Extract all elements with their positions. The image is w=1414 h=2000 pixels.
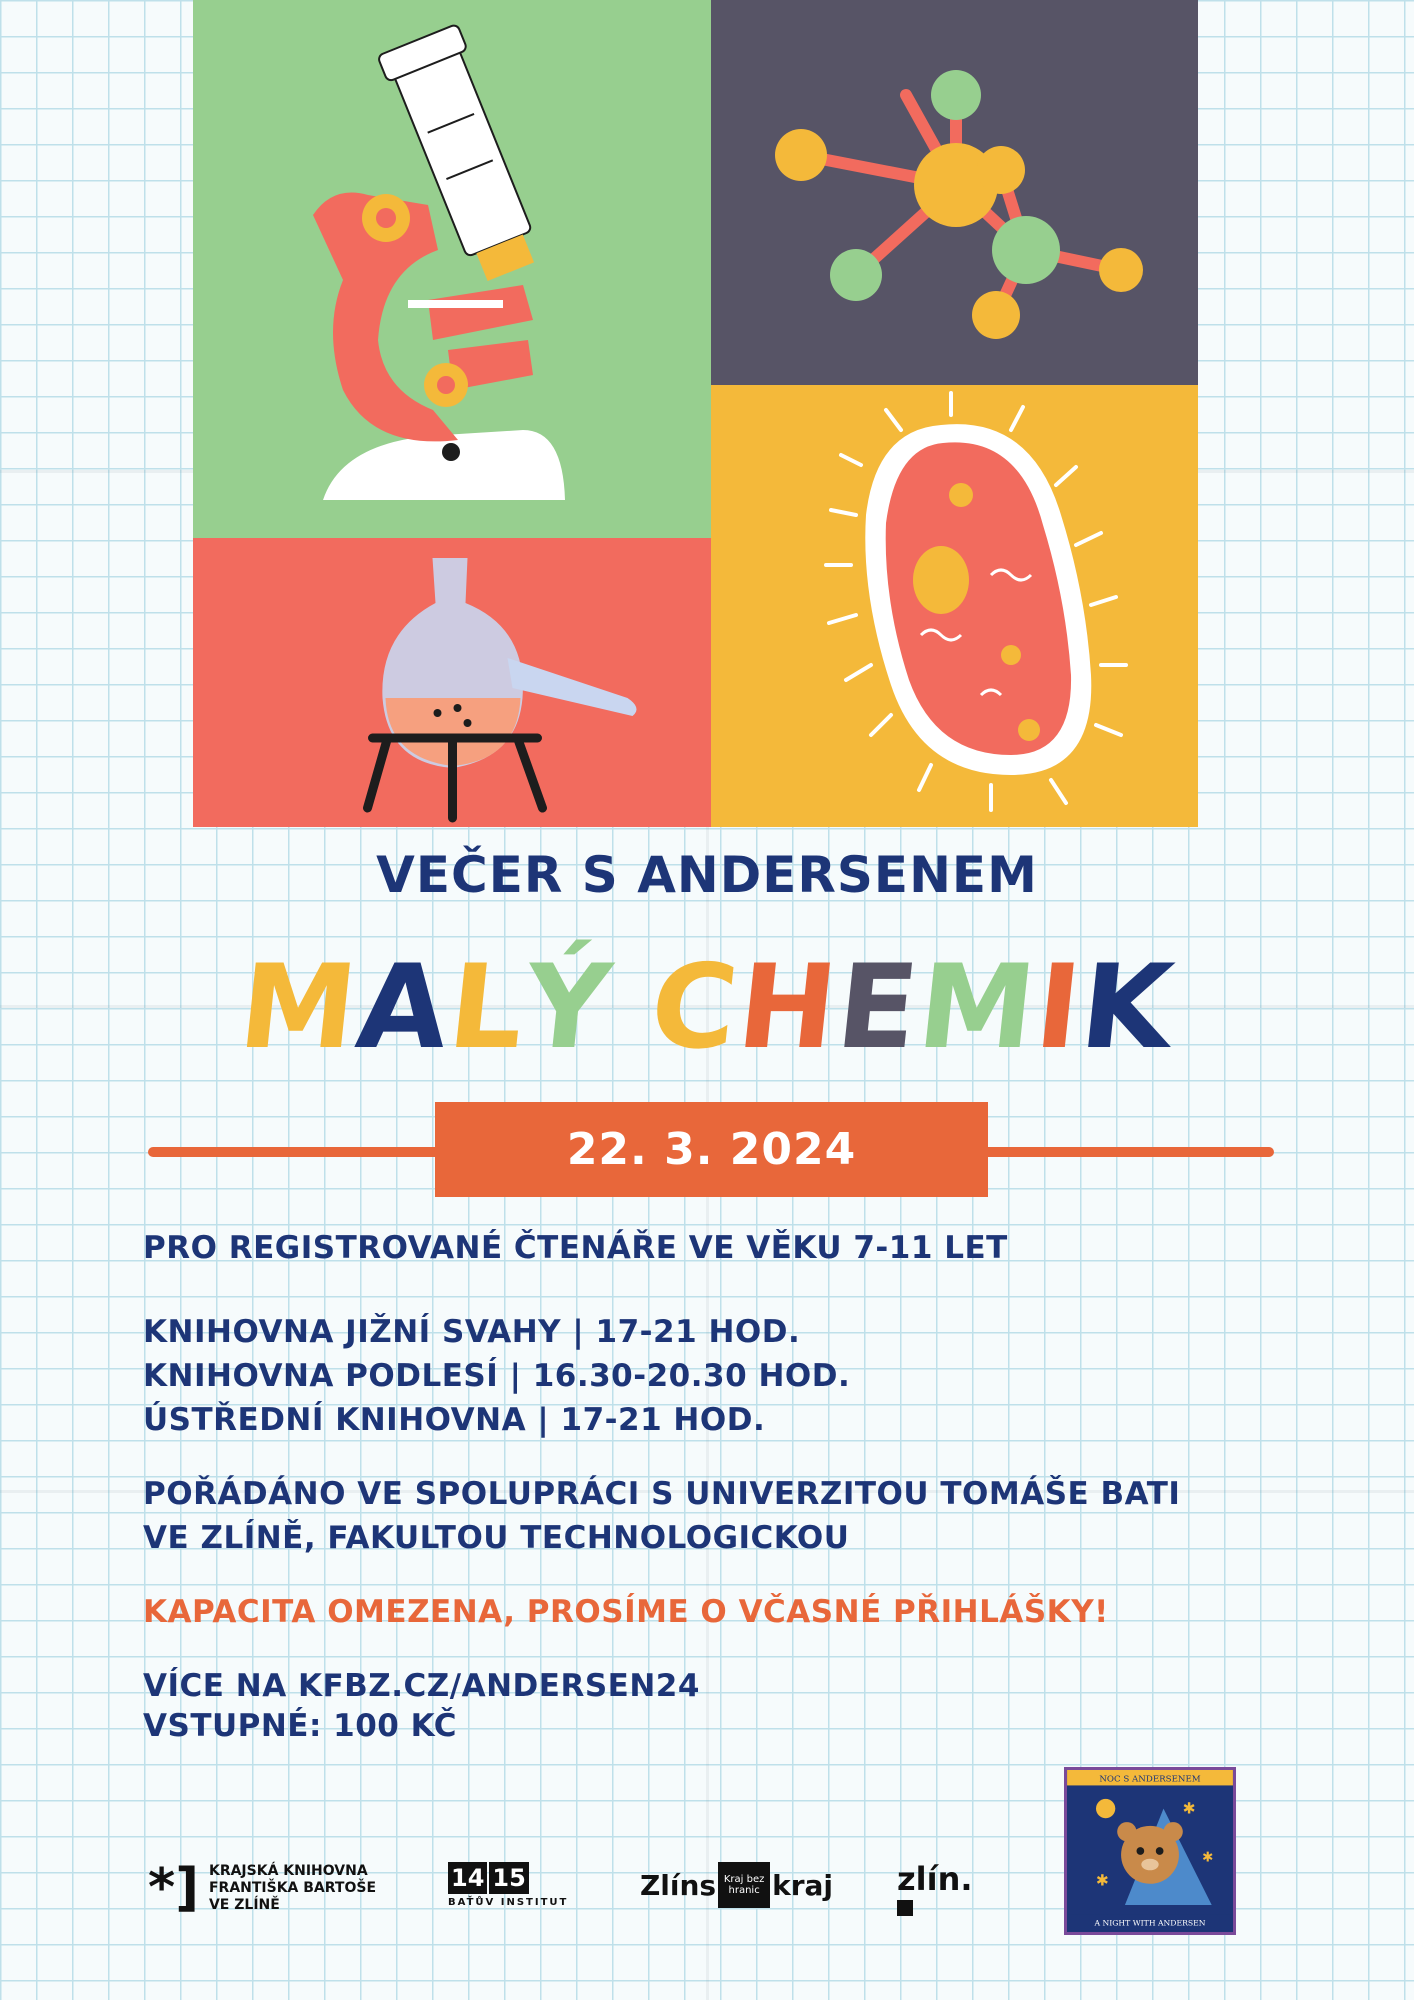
kfbz-mark: *] (148, 1858, 199, 1918)
audience-text: PRO REGISTROVANÉ ČTENÁŘE VE VĚKU 7-11 LET (143, 1230, 1008, 1266)
title-letter: K (1074, 940, 1181, 1075)
zlinsky-word: Zlíns (640, 1868, 717, 1902)
kraj-bez-hranic-box: Kraj bez hranic (718, 1862, 770, 1908)
title-letter: L (442, 940, 533, 1075)
andersen-bear-icon (1067, 1770, 1233, 1932)
cell-panel (711, 385, 1198, 827)
location-line: KNIHOVNA JIŽNÍ SVAHY | 17-21 HOD. (143, 1314, 801, 1350)
title-letter: I (1029, 940, 1089, 1075)
title-letter: Ý (518, 940, 619, 1075)
title-letter: C (644, 940, 746, 1075)
event-series-heading: VEČER S ANDERSENEM (376, 846, 1038, 904)
date-banner (435, 1102, 988, 1197)
zlin-word: zlín. (897, 1860, 973, 1898)
event-date: 22. 3. 2024 (566, 1124, 857, 1175)
title-letter: A (350, 940, 457, 1075)
cooperation-line: POŘÁDÁNO VE SPOLUPRÁCI S UNIVERZITOU TOMÁŠE BATI (143, 1476, 1181, 1512)
svg-text:✱: ✱ (1096, 1871, 1109, 1890)
more-info-link[interactable]: VÍCE NA KFBZ.CZ/ANDERSEN24 (143, 1668, 700, 1704)
zlinsky-kraj-logo[interactable] (640, 1862, 833, 1908)
admission-price: VSTUPNÉ: 100 KČ (143, 1708, 458, 1744)
kfbz-line: KRAJSKÁ KNIHOVNA (208, 1862, 368, 1879)
kfbz-logo[interactable] (148, 1858, 376, 1918)
title-letter: M (911, 940, 1044, 1075)
logo-digits: 15 (489, 1862, 528, 1894)
zlin-square-icon (897, 1900, 913, 1916)
svg-text:✱: ✱ (1182, 1799, 1196, 1818)
cooperation-line: VE ZLÍNĚ, FAKULTOU TECHNOLOGICKOU (143, 1520, 850, 1556)
batuv-subtitle: BAŤŮV INSTITUT (448, 1897, 569, 1908)
microscope-panel (193, 0, 711, 538)
logo-digits: 14 (448, 1862, 487, 1894)
flask-icon (193, 538, 711, 827)
molecule-icon (711, 0, 1198, 385)
title-letter: H (731, 940, 845, 1075)
flask-panel (193, 538, 711, 827)
illustration-grid (193, 0, 1198, 827)
molecule-panel (711, 0, 1198, 385)
svg-text:✱: ✱ (1202, 1849, 1214, 1866)
noc-top-text: NOC S ANDERSENEM (1099, 1774, 1201, 1785)
batuv-institut-logo[interactable] (448, 1862, 568, 1908)
kfbz-line: VE ZLÍNĚ (208, 1896, 280, 1913)
title-letter: E (830, 940, 927, 1075)
main-title (0, 940, 1414, 1075)
location-line: KNIHOVNA PODLESÍ | 16.30-20.30 HOD. (143, 1358, 851, 1394)
kraj-word: kraj (772, 1868, 834, 1902)
noc-s-andersenem-logo[interactable] (1064, 1767, 1236, 1935)
location-line: ÚSTŘEDNÍ KNIHOVNA | 17-21 HOD. (143, 1402, 766, 1438)
noc-bottom-text: A NIGHT WITH ANDERSEN (1094, 1918, 1206, 1928)
title-letter: M (233, 940, 365, 1075)
zlin-city-logo[interactable] (897, 1860, 973, 1916)
microscope-icon (193, 0, 711, 538)
kfbz-line: FRANTIŠKA BARTOŠE (208, 1879, 377, 1896)
bacteria-cell-icon (711, 385, 1198, 827)
capacity-note: KAPACITA OMEZENA, PROSÍME O VČASNÉ PŘIHLÁŠKY! (143, 1594, 1109, 1630)
